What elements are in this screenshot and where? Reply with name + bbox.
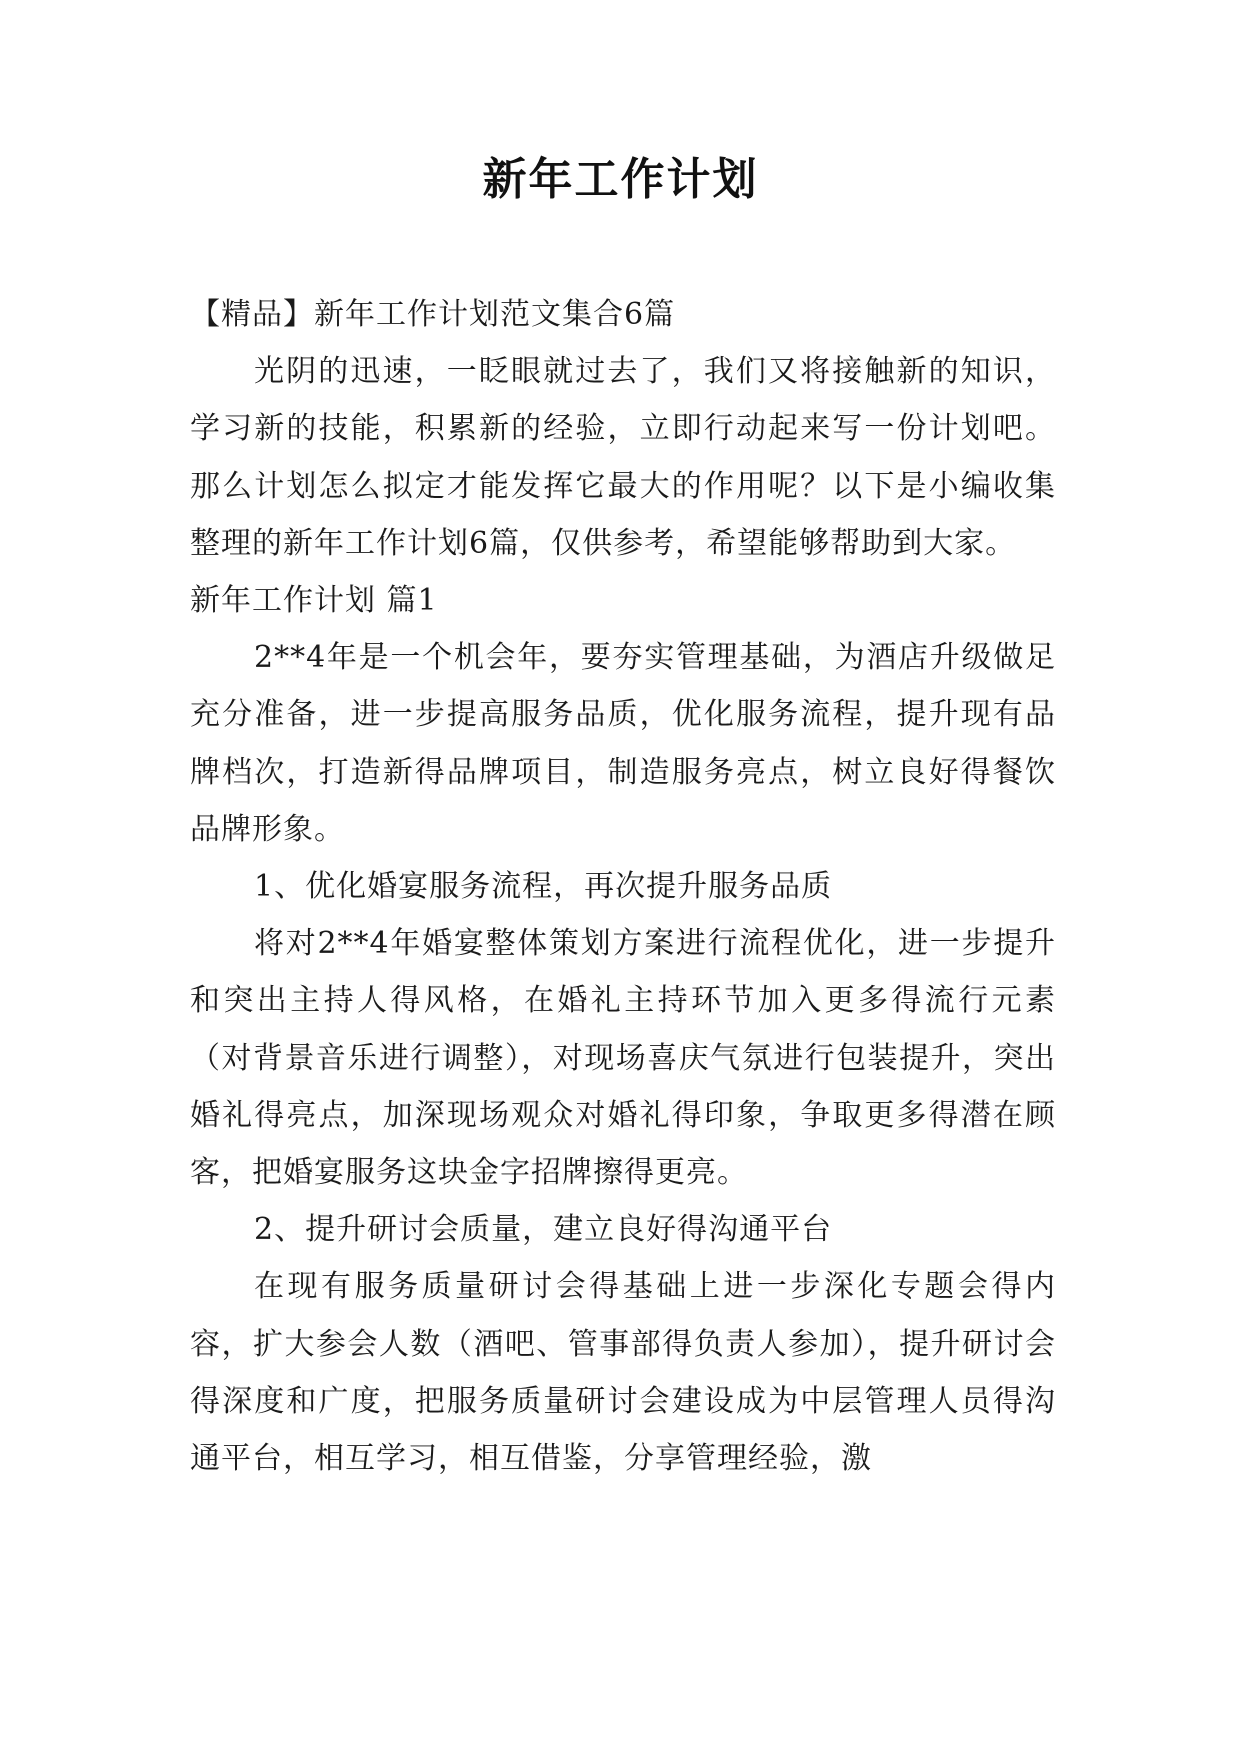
subheading-2: 2、提升研讨会质量，建立良好得沟通平台 bbox=[254, 1212, 833, 1248]
paragraph: 在现有服务质量研讨会得基础上进一步深化专题会得内容，扩大参会人数（酒吧、管事部得负责人参加），提升研讨会得深度和广度，把服务质量研讨会建设成为中层管理人员得沟通平台，相互学习，相互借鉴，分享管理经验，激 bbox=[190, 1269, 1056, 1477]
document-title: 新年工作计划 bbox=[482, 154, 759, 205]
paragraph-intro: 光阴的迅速，一眨眼就过去了，我们又将接触新的知识，学习新的技能，积累新的经验，立即行动起来写一份计划吧。那么计划怎么拟定才能发挥它最大的作用呢？以下是小编收集整理的新年工作计划6篇，仅供参考，希望能够帮助到大家。 bbox=[190, 354, 1056, 561]
subheading-1: 1、优化婚宴服务流程，再次提升服务品质 bbox=[254, 869, 833, 905]
document-body bbox=[190, 286, 1056, 1487]
paragraph-heading: 【精品】新年工作计划范文集合6篇 bbox=[190, 297, 676, 332]
section-heading-1: 新年工作计划 篇1 bbox=[190, 583, 438, 619]
paragraph: 将对2**4年婚宴整体策划方案进行流程优化，进一步提升和突出主持人得风格，在婚礼主持环节加入更多得流行元素（对背景音乐进行调整），对现场喜庆气氛进行包装提升，突出婚礼得亮点，加深现场观众对婚礼得印象，争取更多得潜在顾客，把婚宴服务这块金字招牌擦得更亮。 bbox=[190, 926, 1056, 1191]
paragraph: 2**4年是一个机会年，要夯实管理基础，为酒店升级做足充分准备，进一步提高服务品质，优化服务流程，提升现有品牌档次，打造新得品牌项目，制造服务亮点，树立良好得餐饮品牌形象。 bbox=[190, 640, 1056, 847]
